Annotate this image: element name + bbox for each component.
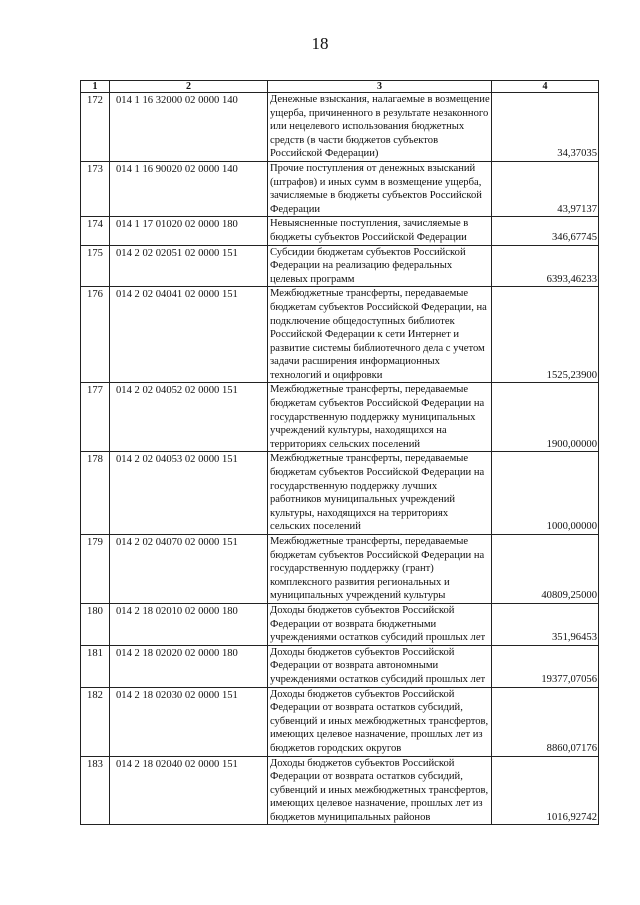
header-col-3: 3	[268, 81, 492, 93]
header-col-4: 4	[492, 81, 599, 93]
row-amount: 346,67745	[492, 217, 599, 245]
row-name: Межбюджетные трансферты, передаваемые бюджетам субъектов Российской Федерации на государственную поддержку (грант) комплексного развития региональных и муниципальных учреждений культуры	[268, 535, 492, 604]
row-number: 173	[81, 161, 110, 216]
row-code: 014 2 02 04052 02 0000 151	[110, 383, 268, 452]
table-row	[81, 603, 599, 645]
row-amount: 6393,46233	[492, 245, 599, 287]
row-name: Межбюджетные трансферты, передаваемые бюджетам субъектов Российской Федерации на государственную поддержку лучших работников муниципальных учреждений культуры, находящихся на территориях сельских поселений	[268, 452, 492, 535]
header-col-1: 1	[81, 81, 110, 93]
row-name: Межбюджетные трансферты, передаваемые бюджетам субъектов Российской Федерации на государственную поддержку муниципальных учреждений культуры, находящихся на территориях сельских поселений	[268, 383, 492, 452]
row-code: 014 2 02 04041 02 0000 151	[110, 287, 268, 383]
table-row	[81, 287, 599, 383]
row-number: 177	[81, 383, 110, 452]
row-number: 180	[81, 603, 110, 645]
row-number: 183	[81, 756, 110, 825]
table-row	[81, 161, 599, 216]
row-code: 014 2 18 02010 02 0000 180	[110, 603, 268, 645]
row-amount: 34,37035	[492, 93, 599, 162]
row-code: 014 1 16 90020 02 0000 140	[110, 161, 268, 216]
header-col-2: 2	[110, 81, 268, 93]
row-name: Доходы бюджетов субъектов Российской Федерации от возврата бюджетными учреждениями остатков субсидий прошлых лет	[268, 603, 492, 645]
row-amount: 1525,23900	[492, 287, 599, 383]
row-amount: 1000,00000	[492, 452, 599, 535]
table-row	[81, 217, 599, 245]
row-code: 014 2 18 02020 02 0000 180	[110, 645, 268, 687]
table-row	[81, 93, 599, 162]
row-amount: 40809,25000	[492, 535, 599, 604]
row-number: 174	[81, 217, 110, 245]
row-name: Субсидии бюджетам субъектов Российской Федерации на реализацию федеральных целевых программ	[268, 245, 492, 287]
row-amount: 43,97137	[492, 161, 599, 216]
table-row	[81, 645, 599, 687]
row-code: 014 2 02 02051 02 0000 151	[110, 245, 268, 287]
row-number: 172	[81, 93, 110, 162]
row-amount: 1900,00000	[492, 383, 599, 452]
budget-table	[80, 80, 599, 825]
row-name: Доходы бюджетов субъектов Российской Федерации от возврата остатков субсидий, субвенций и иных межбюджетных трансфертов, имеющих целевое назначение, прошлых лет из бюджетов городских округов	[268, 687, 492, 756]
row-name: Денежные взыскания, налагаемые в возмещение ущерба, причиненного в результате незаконного или нецелевого использования бюджетных средств (в части бюджетов субъектов Российской Федерации)	[268, 93, 492, 162]
row-amount: 1016,92742	[492, 756, 599, 825]
row-code: 014 2 18 02030 02 0000 151	[110, 687, 268, 756]
row-number: 181	[81, 645, 110, 687]
row-number: 178	[81, 452, 110, 535]
row-code: 014 2 02 04070 02 0000 151	[110, 535, 268, 604]
header-row	[81, 81, 599, 93]
table-row	[81, 756, 599, 825]
table-row	[81, 383, 599, 452]
row-name: Невыясненные поступления, зачисляемые в бюджеты субъектов Российской Федерации	[268, 217, 492, 245]
row-name: Доходы бюджетов субъектов Российской Федерации от возврата остатков субсидий, субвенций и иных межбюджетных трансфертов, имеющих целевое назначение, прошлых лет из бюджетов муниципальных районов	[268, 756, 492, 825]
table-row	[81, 452, 599, 535]
row-name: Прочие поступления от денежных взысканий (штрафов) и иных сумм в возмещение ущерба, зачисляемые в бюджеты субъектов Российской Федерации	[268, 161, 492, 216]
row-number: 182	[81, 687, 110, 756]
row-number: 179	[81, 535, 110, 604]
row-code: 014 1 16 32000 02 0000 140	[110, 93, 268, 162]
row-code: 014 2 02 04053 02 0000 151	[110, 452, 268, 535]
page-number: 18	[311, 34, 329, 53]
row-amount: 8860,07176	[492, 687, 599, 756]
row-number: 176	[81, 287, 110, 383]
table-row	[81, 535, 599, 604]
row-code: 014 1 17 01020 02 0000 180	[110, 217, 268, 245]
row-name: Межбюджетные трансферты, передаваемые бюджетам субъектов Российской Федерации, на подключение общедоступных библиотек Российской Федерации к сети Интернет и развитие системы библиотечного дела с учетом задачи расширения информационных технологий и оцифровки	[268, 287, 492, 383]
table-row	[81, 687, 599, 756]
row-amount: 19377,07056	[492, 645, 599, 687]
row-name: Доходы бюджетов субъектов Российской Федерации от возврата автономными учреждениями остатков субсидий прошлых лет	[268, 645, 492, 687]
table-row	[81, 245, 599, 287]
row-code: 014 2 18 02040 02 0000 151	[110, 756, 268, 825]
row-number: 175	[81, 245, 110, 287]
row-amount: 351,96453	[492, 603, 599, 645]
